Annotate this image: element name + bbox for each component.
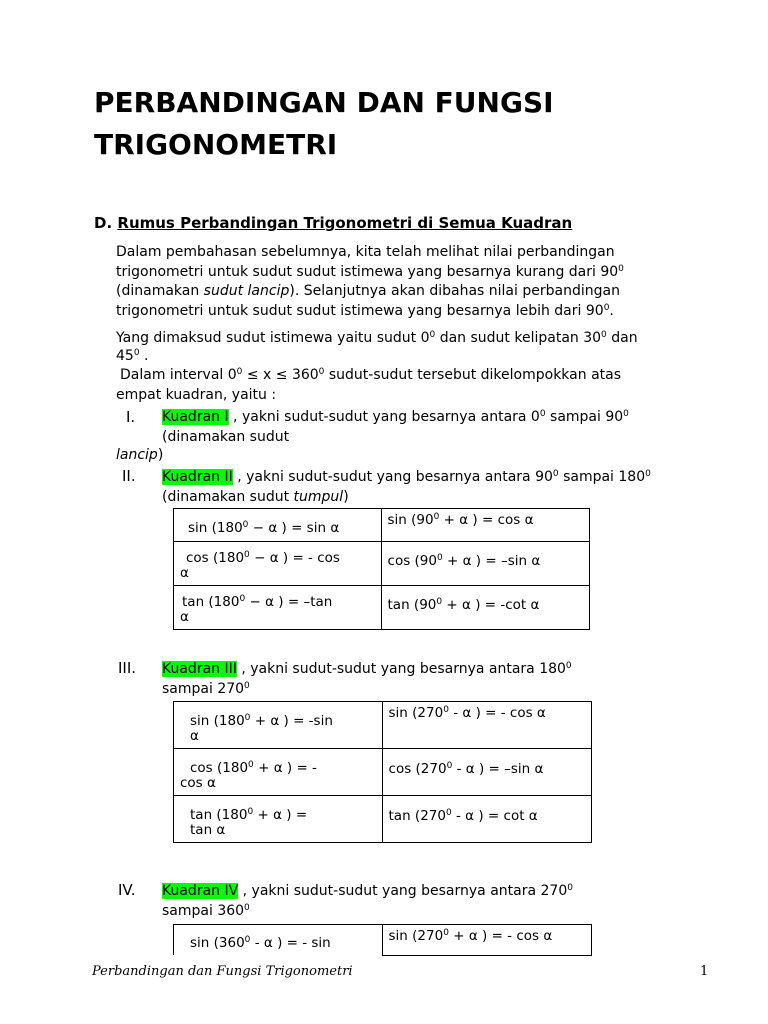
- formula-cell: $\cos (270^0$ - α ) = –sin α: [382, 749, 591, 796]
- formula-cell: $\sin (180^0 + \alpha$ ) = -sin α: [174, 702, 383, 749]
- formula-cell: $\tan (180^0 + \alpha$ ) = tan α: [174, 796, 383, 843]
- title-line-2: TRIGONOMETRI: [94, 128, 338, 161]
- formula-cell: $\sin (90^0 + \alpha$ ) = cos α: [381, 509, 589, 542]
- title-line-1: PERBANDINGAN DAN FUNGSI: [94, 86, 554, 119]
- roman-numeral-2: II.: [122, 467, 136, 485]
- quadrant-1-text: Kuadran I , yakni sudut-sudut yang besarnya antara $0^0$ sampai $90^0$ (dinamakan sudut: [162, 409, 629, 445]
- formula-cell: $\cos (90^0 + \alpha$ ) = –sin α: [381, 542, 589, 586]
- section-title: Rumus Perbandingan Trigonometri di Semua Kuadran: [117, 214, 573, 232]
- formula-cell: $\sin (360^0$ - α ) = - sin: [174, 925, 383, 956]
- section-letter: D.: [94, 214, 113, 232]
- page-footer: Perbandingan dan Fungsi Trigonometri: [92, 964, 353, 979]
- interval-paragraph: Dalam interval $0^0 \le x \le 360^0$ sudut-sudut tersebut dikelompokkan atas empat kuadran, yaitu :: [116, 367, 622, 403]
- quadrant-1-lancip: lancip): [116, 447, 164, 463]
- page-title: [94, 82, 554, 166]
- formula-cell: $\sin (270^0$ - α ) = - cos α: [382, 702, 591, 749]
- table-row: [174, 749, 592, 796]
- formula-cell: $\cos (180^0 + \alpha$ ) = - cos α: [174, 749, 383, 796]
- quadrant-4-label: Kuadran IV: [162, 883, 239, 899]
- quadrant-3-label: Kuadran III: [162, 661, 237, 677]
- section-heading: [94, 214, 572, 232]
- quadrant-2-label: Kuadran II: [162, 469, 233, 485]
- table-row: [174, 542, 590, 586]
- intro-line-4: trigonometri untuk sudut sudut istimewa yang besarnya lebih dari $90^0$.: [116, 302, 614, 319]
- table-row: [174, 796, 592, 843]
- page-number: 1: [700, 964, 709, 979]
- quadrant-3-text: Kuadran III , yakni sudut-sudut yang besarnya antara $180^0$ sampai $270^0$: [162, 661, 572, 697]
- roman-numeral-4: IV.: [118, 881, 136, 899]
- quadrant-1-label: Kuadran I: [162, 409, 229, 425]
- formula-cell: $\sin (270^0 + \alpha$ ) = - cos α: [382, 925, 591, 956]
- intro-line-2: trigonometri untuk sudut sudut istimewa yang besarnya kurang dari $90^0$: [116, 263, 624, 280]
- special-angles-paragraph: Yang dimaksud sudut istimewa yaitu sudut $0^0$ dan sudut kelipatan $30^0$ dan $45^0$ .: [116, 330, 638, 364]
- roman-numeral-1: I.: [126, 408, 136, 426]
- intro-line-1: Dalam pembahasan sebelumnya, kita telah melihat nilai perbandingan: [116, 244, 615, 260]
- formula-cell: $\tan (270^0$ - α ) = cot α: [382, 796, 591, 843]
- formula-cell: $\sin (180^0 - \alpha$ ) = sin α: [174, 509, 382, 542]
- table-row: [174, 925, 592, 956]
- quadrant-2-text: Kuadran II , yakni sudut-sudut yang besarnya antara $90^0$ sampai $180^0$ (dinamakan sudut tumpul): [162, 469, 651, 505]
- formula-cell: $\cos (180^0 - \alpha$ ) = - cos α: [174, 542, 382, 586]
- quadrant-3-formula-table: [173, 701, 592, 843]
- quadrant-4-formula-table: [173, 924, 592, 956]
- table-row: [174, 509, 590, 542]
- formula-cell: $\tan (180^0 - \alpha$ ) = –tan α: [174, 586, 382, 630]
- formula-cell: $\tan (90^0 + \alpha$ ) = -cot α: [381, 586, 589, 630]
- quadrant-2-formula-table: [173, 508, 590, 630]
- table-row: [174, 702, 592, 749]
- quadrant-4-text: Kuadran IV , yakni sudut-sudut yang besarnya antara $270^0$ sampai $360^0$: [162, 883, 573, 919]
- intro-line-3: (dinamakan sudut lancip). Selanjutnya akan dibahas nilai perbandingan: [116, 283, 620, 299]
- intro-paragraph: [116, 243, 624, 321]
- table-row: [174, 586, 590, 630]
- roman-numeral-3: III.: [118, 659, 137, 677]
